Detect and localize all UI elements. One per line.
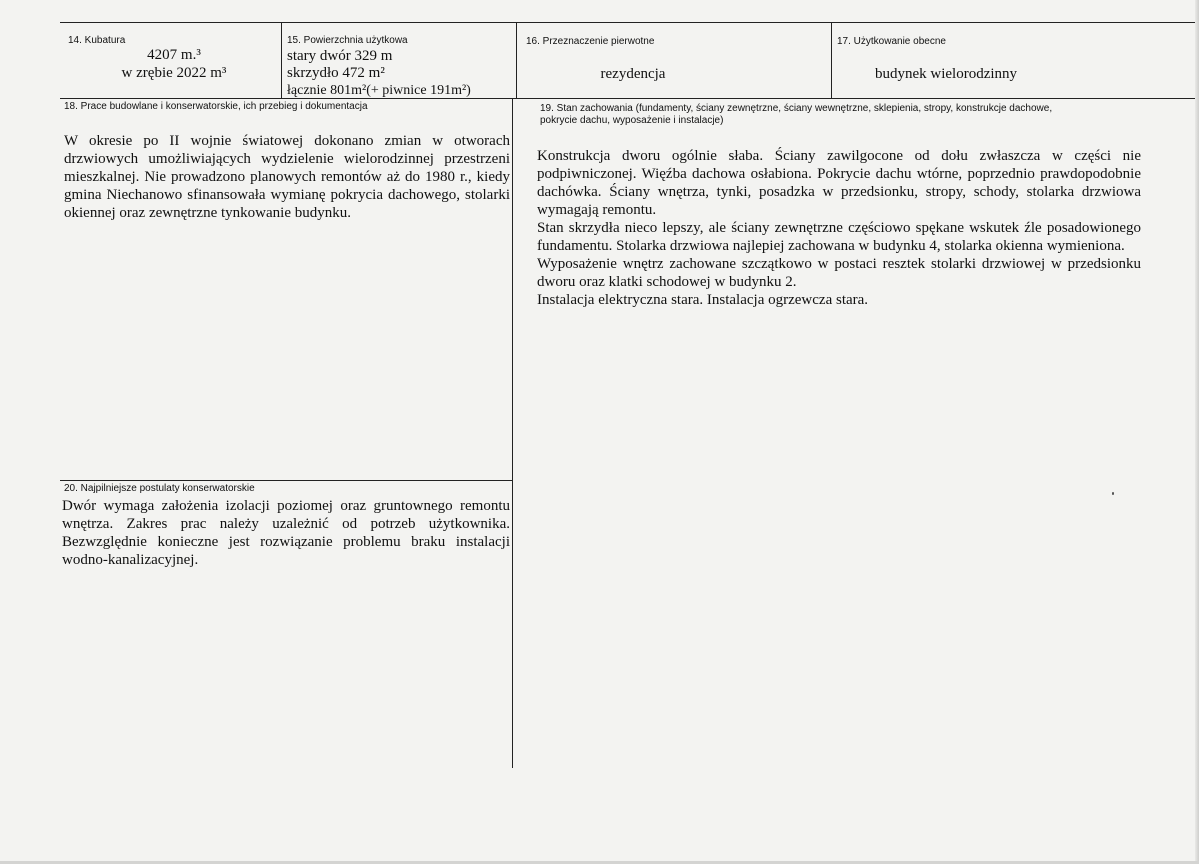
postulaty-paragraph: Dwór wymaga założenia izolacji poziomej oraz gruntownego remontu wnętrza. Zakres prac należy uzależnić od potrzeb użytkownika. Bezwzględnie konieczne jest rozwiązanie problemu braku instalacji wodno-kanalizacyjnej. (62, 498, 510, 568)
col-divider-14-15 (281, 22, 282, 99)
row-divider (60, 98, 1198, 99)
stan-dworu-paragraph: Konstrukcja dworu ogólnie słaba. Ściany zawilgocone od dołu zwłaszcza w części nie podpiwniczonej. Więźba dachowa osłabiona. Pokrycie dachu wtórne, poprzednio prawdopodobnie dachówka. Ściany wnętrza, tynki, posadzka w przedsionku, stropy, schody, stolarka drzwiowa wymagają remontu. (537, 148, 1141, 218)
kubatura-zreb-value: w zrębie 2022 m³ (121, 65, 227, 81)
section-divider-20 (60, 480, 512, 481)
postulaty-text (62, 497, 510, 569)
prace-budowlane-label: 18. Prace budowlane i konserwatorskie, ich przebieg i dokumentacja (64, 101, 368, 112)
prace-budowlane-text (64, 132, 510, 222)
kubatura-value: 4207 m.³ (147, 47, 201, 63)
powierzchnia-stary-dwor: stary dwór 329 m (287, 48, 393, 64)
col-divider-15-16 (516, 22, 517, 99)
powierzchnia-lacznie: łącznie 801m²(+ piwnice 191m²) (287, 83, 471, 98)
scan-edge-right (1195, 0, 1199, 864)
instalacje-paragraph: Instalacja elektryczna stara. Instalacja ogrzewcza stara. (537, 292, 869, 308)
top-border (60, 22, 1198, 23)
powierzchnia-label: 15. Powierzchnia użytkowa (287, 35, 408, 46)
uzytkowanie-value: budynek wielorodzinny (874, 66, 1018, 82)
wyposazenie-paragraph: Wyposażenie wnętrz zachowane szczątkowo w postaci resztek stolarki drzwiowej w przedsionku dworu oraz klatki schodowej w budynku 2. (537, 256, 1141, 290)
kubatura-label: 14. Kubatura (68, 35, 126, 46)
stan-zachowania-label-cont: pokrycie dachu, wyposażenie i instalacje) (540, 115, 724, 126)
postulaty-label: 20. Najpilniejsze postulaty konserwatorskie (64, 483, 255, 494)
stan-zachowania-label: 19. Stan zachowania (fundamenty, ściany zewnętrzne, ściany wewnętrzne, sklepienia, stropy, konstrukcje dachowe, (540, 103, 1053, 114)
scan-speck (1112, 492, 1114, 495)
powierzchnia-skrzydlo: skrzydło 472 m² (287, 65, 385, 81)
przeznaczenie-value: rezydencja (600, 66, 666, 82)
stan-zachowania-text (537, 147, 1141, 309)
uzytkowanie-label: 17. Użytkowanie obecne (837, 36, 946, 47)
prace-budowlane-paragraph: W okresie po II wojnie światowej dokonano zmian w otworach drzwiowych umożliwiających wydzielenie wielorodzinnej przestrzeni mieszkalnej. Nie prowadzono planowych remontów aż do 1980 r., kiedy gmina Niechanowo sfinansowała wymianę pokrycia dachowego, stolarki okiennej oraz zewnętrzne tynkowanie budynku. (64, 133, 510, 221)
przeznaczenie-label: 16. Przeznaczenie pierwotne (526, 36, 655, 47)
col-divider-16-17 (831, 22, 832, 99)
stan-skrzydla-paragraph: Stan skrzydła nieco lepszy, ale ściany zewnętrzne częściowo spękane wskutek źle posadowionego fundamentu. Stolarka drzwiowa najlepiej zachowana w budynku 4, stolarka okienna wymieniona. (537, 220, 1141, 254)
main-vertical-divider (512, 98, 513, 768)
